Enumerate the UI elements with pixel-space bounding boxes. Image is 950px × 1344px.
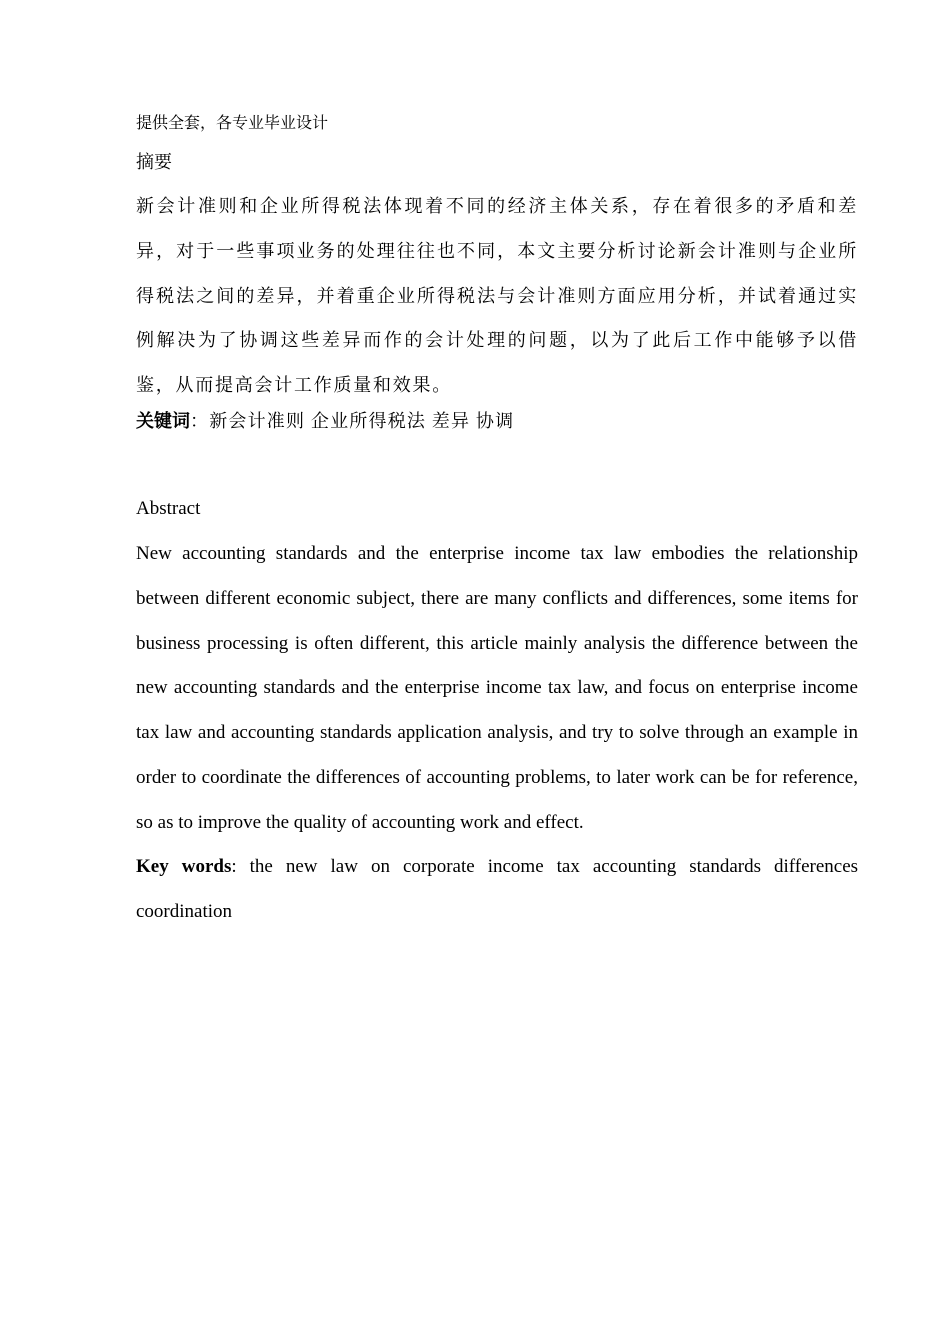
chinese-keywords-colon: ： [190,411,210,431]
english-keywords [136,845,858,935]
chinese-keywords-text: 新会计准则 企业所得税法 差异 协调 [209,411,515,431]
english-abstract-body: New accounting standards and the enterprise income tax law embodies the relationship between different economic subject, there are many conflicts and differences, some items for business processing is often different, this article mainly analysis the difference between the new accounting standards and the enterprise income tax law, and focus on enterprise income tax law and accounting standards application analysis, and try to solve through an example in order to coordinate the differences of accounting problems, to later work can be for reference, so as to improve the quality of accounting work and effect. [136,543,858,833]
english-abstract-title: Abstract [136,498,201,519]
chinese-keywords [136,408,514,434]
english-keywords-colon: : [231,856,250,877]
header-note: 提供全套，各专业毕业设计 [136,115,329,132]
chinese-abstract-title: 摘要 [136,152,172,172]
chinese-abstract-body: 新会计准则和企业所得税法体现着不同的经济主体关系，存在着很多的矛盾和差异，对于一些事项业务的处理往往也不同，本文主要分析讨论新会计准则与企业所得税法之间的差异，并着重企业所得税法与会计准则方面应用分析，并试着通过实例解决为了协调这些差异而作的会计处理的问题，以为了此后工作中能够予以借鉴，从而提高会计工作质量和效果。 [136,196,858,396]
english-keywords-text: the new law on corporate income tax accounting standards differences coordination [136,856,859,922]
chinese-keywords-label: 关键词 [136,411,190,431]
english-keywords-label: Key words [136,856,232,877]
